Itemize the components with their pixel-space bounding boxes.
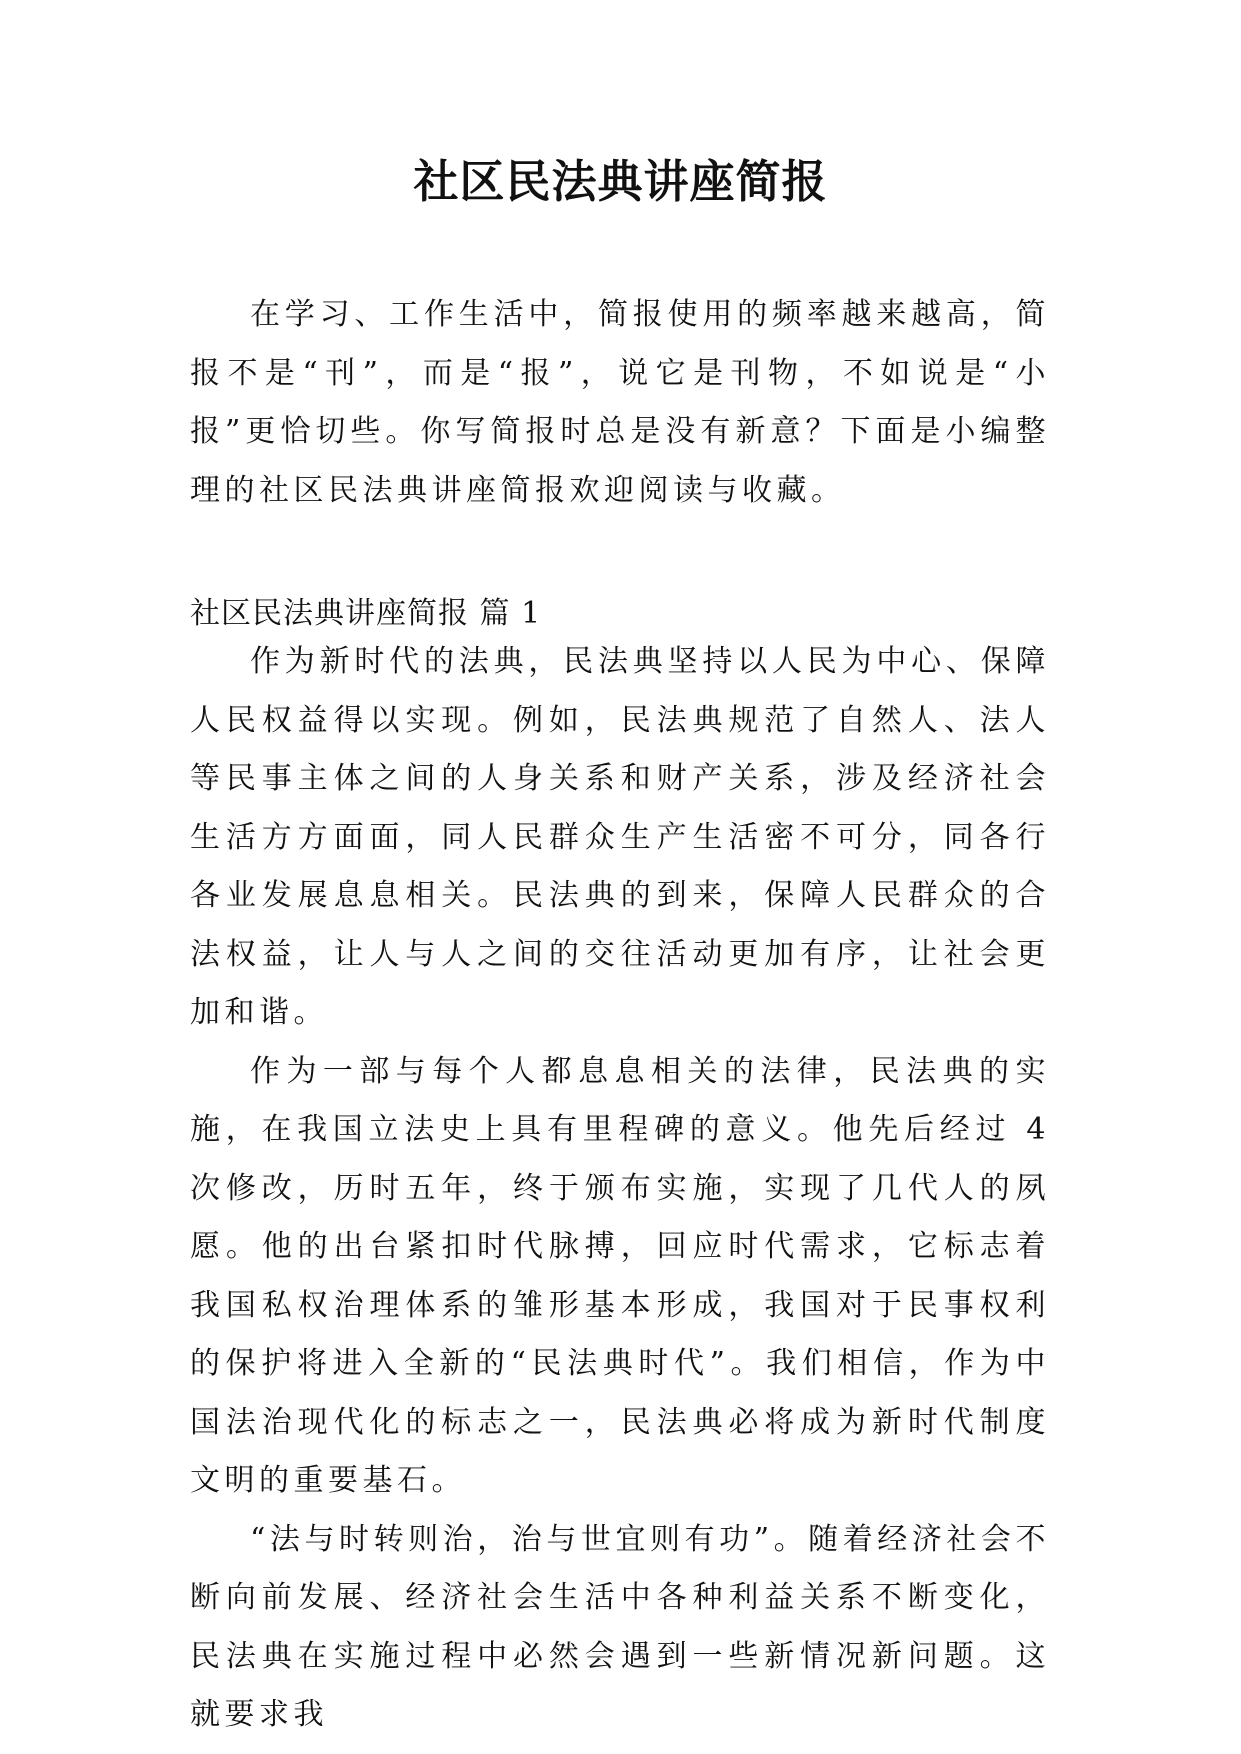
intro-paragraph: 在学习、工作生活中，简报使用的频率越来越高，简报不是“刊”，而是“报”，说它是刊物，不如说是“小报”更恰切些。你写简报时总是没有新意？下面是小编整理的社区民法典讲座简报欢迎阅读与收藏。 <box>190 297 1050 508</box>
intro-block <box>190 286 1050 520</box>
body-paragraph-2: 作为一部与每个人都息息相关的法律，民法典的实施，在我国立法史上具有里程碑的意义。他先后经过 4 次修改，历时五年，终于颁布实施，实现了几代人的夙愿。他的出台紧扣时代脉搏，回应时代需求，它标志着我国私权治理体系的雏形基本形成，我国对于民事权利的保护将进入全新的“民法典时代”。我们相信，作为中国法治现代化的标志之一，民法典必将成为新时代制度文明的重要基石。 <box>190 1053 1050 1498</box>
body-paragraph-1: 作为新时代的法典，民法典坚持以人民为中心、保障人民权益得以实现。例如，民法典规范了自然人、法人等民事主体之间的人身关系和财产关系，涉及经济社会生活方方面面，同人民群众生产生活密不可分，同各行各业发展息息相关。民法典的到来，保障人民群众的合法权益，让人与人之间的交往活动更加有序，让社会更加和谐。 <box>190 644 1050 1030</box>
section-heading: 社区民法典讲座简报 篇 1 <box>190 596 542 631</box>
section-body <box>190 633 1050 1745</box>
body-paragraph-3: “法与时转则治，治与世宜则有功”。随着经济社会不断向前发展、经济社会生活中各种利益关系不断变化，民法典在实施过程中必然会遇到一些新情况新问题。这就要求我 <box>190 1521 1050 1732</box>
document-title: 社区民法典讲座简报 <box>413 155 828 208</box>
